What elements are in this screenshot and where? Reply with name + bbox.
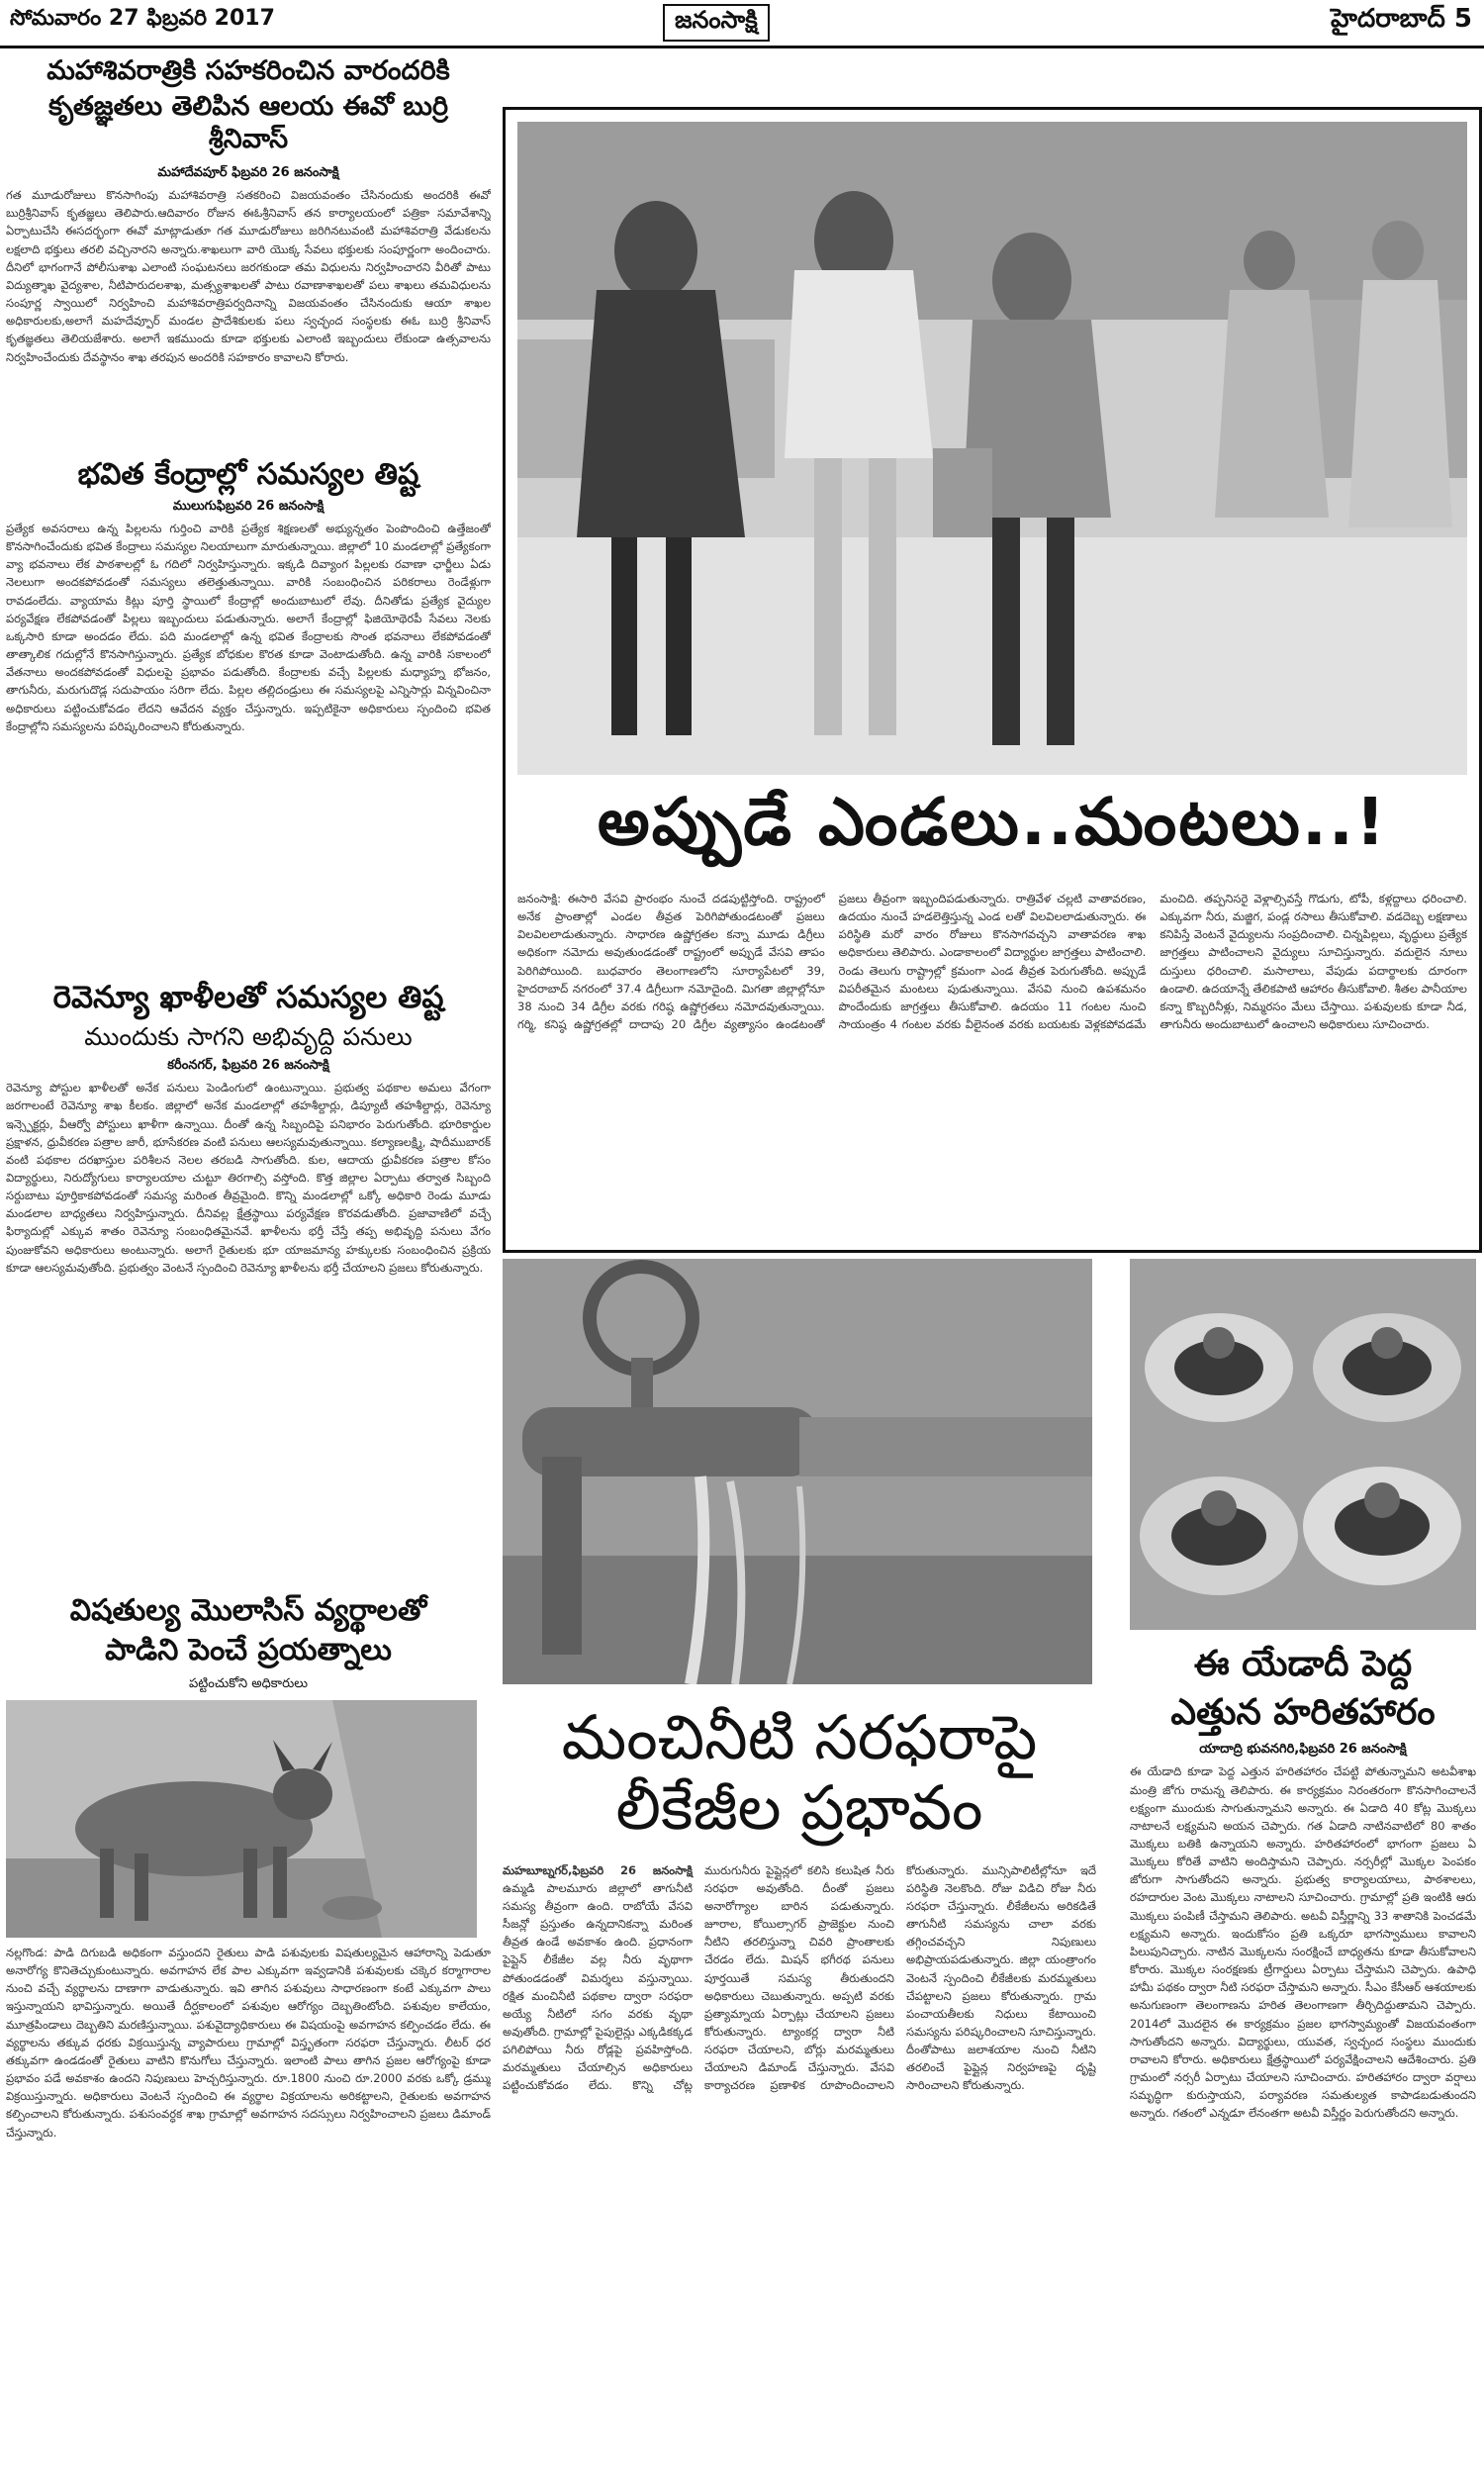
page-header [0,0,1484,48]
leaking-tap-photo [503,1259,1092,1684]
women-in-heat-photo [517,122,1467,775]
story-body: ప్రత్యేక అవసరాలు ఉన్న పిల్లలను గుర్తించి వారికి ప్రత్యేక శిక్షణలతో అభ్యున్నతం పెంపొందించి ఉత్తేజంతో కొనసాగించేందుకు భవిత కేంద్రాలు సమస్యల నిలయాలుగా మారుతున్నాయి. జిల్లాలో 10 మండలాల్లో ప్రత్యేకంగా వ్యా భవనాలు లేక పాఠశాలల్లో ఓ గదిలో నిర్వహిస్తున్నారు. ఇక్కడి దివ్యాంగ పిల్లలకు రవాణా ఛార్జీలు ఏడు నెలలుగా అందకపోవడంతో సమస్యలు తలెత్తుతున్నాయి. వారికి సంబంధించిన పరికరాలు రెండేళ్లుగా రావడంలేదు. వ్యాయామ కిట్లు పూర్తి స్థాయిలో కేంద్రాల్లో అందుబాటులో లేవు. దీనితోడు ప్రత్యేక వైద్యుల పర్యవేక్షణ లేకపోవడంతో పిల్లలు ఇబ్బందులు పడుతున్నారు. అలాగే కేంద్రాల్లో ఫిజియోథెరపీ సేవలు నెలకు ఒక్కసారి కూడా అందడం లేదు. పది మండలాల్లో ఉన్న భవిత కేంద్రాలకు సొంత భవనాలు లేకపోవడంతో తాత్కాలిక గదుల్లోనే కొనసాగిస్తున్నారు. ప్రత్యేక బోధకుల కొరత కూడా వెంటాడుతోంది. ఉన్న వారికి సకాలంలో వేతనాలు అందకపోవడంతో విధులపై ప్రభావం పడుతోంది. కేంద్రాలకు వచ్చే పిల్లలకు మధ్యాహ్న భోజనం, తాగునీరు, మరుగుదొడ్ల సదుపాయం సరిగా లేదు. పిల్లల తల్లిదండ్రులు ఈ సమస్యలపై ఎన్నిసార్లు విన్నవించినా అధికారులు పట్టించుకోవడం లేదని ఆవేదన వ్యక్తం చేస్తున్నారు. ఇప్పటికైనా అధికారులు స్పందించి భవిత కేంద్రాల్లోని సమస్యలను పరిష్కరించాలని కోరుతున్నారు. [6,522,491,733]
dateline: కరీంనగర్, ఫిబ్రవరి 26 జనంసాక్షి [167,1058,329,1074]
newspaper-logo: జనంసాక్షి [663,4,770,42]
story-kicker: పట్టించుకోని అధికారులు [189,1676,308,1691]
story-body: గత మూడురోజులు కొనసాగింపు మహాశివరాత్రి సతకరించి విజయవంతం చేసినందుకు అందరికి ఈవో బుర్రిశ్రీనివాస్ కృతజ్ఞలు తెలిపారు.ఆదివారం రోజున ఈఓశ్రీనివాస్ తన కార్యాలయంలో పత్రికా సమావేశాన్ని ఏర్పాటుచేసి ఈసదర్భంగా ఈవో మాట్లాడుతూ గత మూడురోజులు జరిగినటువంటి మహాశివరాత్రి వేడుకలను లక్షలాది భక్తులు తరలి వచ్చినారని అన్నారు.శాఖలుగా వారి యొక్క సేవలు భక్తులకు సంపూర్ణంగా అందించారు. దీనిలో భాగంగానే పోలీసుశాఖ ఎలాంటి సంఘటనలు జరగకుండా తమ విధులను నిర్వహించారని వీరితో పాటు విద్యుత్శాఖ వైద్యశాల, నీటిపారుదలశాఖ, మత్స్యశాఖలతో పాటు రవాణాశాఖలతో పలు శాఖలు తమవిధులను సంపూర్ణ స్వాయిలో నిర్వహించి మహాశివరాత్రిపర్వదినాన్ని విజయవంతం చేసినందుకు ఆయా శాఖల అధికారులకు,అలాగే మహదేవ్పూర్ మండల ప్రాదేశికులకు పలు స్వచ్ఛంద సంస్థలకు ఈఓ బుర్రి శ్రీనివాస్ కృతజ్ఞతలు తెలియజేశారు. అలాగే ఇకముందు కూడా భక్తులకు ఎలాంటి ఇబ్బందులు లేకుండా ఉత్సవాలను నిర్వహించేందుకు దేవస్థానం శాఖ తరపున అందరికి సహకారం కావాలని కోరారు. [6,188,491,364]
story-headline: పాడిని పెంచే ప్రయత్నాలు [105,1633,392,1667]
dateline: మహాదేవపూర్ ఫిబ్రవరి 26 జనంసాక్షి [157,165,339,181]
cow-photo [6,1700,477,1938]
story-headline: ఈ యేడాదీ పెద్ద [1193,1644,1413,1684]
dateline: ములుగుఫిబ్రవరి 26 జనంసాక్షి [172,499,325,514]
plant-saplings-photo [1130,1259,1476,1630]
story-body: రెవెన్యూ పోస్టుల ఖాళీలతో అనేక పనులు పెండింగులో ఉంటున్నాయి. ప్రభుత్వ పథకాల అమలు వేగంగా జరగాలంటే రెవెన్యూ శాఖ కీలకం. జిల్లాలో అనేక మండలాల్లో తహశీల్దార్లు, డిప్యూటీ తహశీల్దార్లు, రెవెన్యూ ఇన్స్పెక్టర్లు, వీఆర్వో పోస్టులు ఖాళీగా ఉన్నాయి. దీంతో ఉన్న సిబ్బందిపై పనిభారం పెరుగుతోంది. భూరికార్డుల ప్రక్షాళన, ధ్రువీకరణ పత్రాల జారీ, భూసేకరణ వంటి పనులు ఆలస్యమవుతున్నాయి. కల్యాణలక్ష్మి, షాదీముబారక్ వంటి పథకాల దరఖాస్తుల పరిశీలన నెలల తరబడి సాగుతోంది. కుల, ఆదాయ ధ్రువీకరణ పత్రాల కోసం విద్యార్థులు, నిరుద్యోగులు కార్యాలయాల చుట్టూ తిరగాల్సి వస్తోంది. కొత్త జిల్లాల ఏర్పాటు తర్వాత సిబ్బంది సర్దుబాటు పూర్తికాకపోవడంతో సమస్య మరింత తీవ్రమైంది. కొన్ని మండలాల్లో ఒక్కో అధికారి రెండు మూడు మండలాల బాధ్యతలు నిర్వహిస్తున్నారు. దీనివల్ల క్షేత్రస్థాయి పర్యవేక్షణ కొరవడుతోంది. ప్రజావాణిలో వచ్చే ఫిర్యాదుల్లో ఎక్కువ శాతం రెవెన్యూ సంబంధితమైనవే. ఖాళీలను భర్తీ చేస్తే తప్ప అభివృద్ది పనులు వేగం పుంజుకోవని అధికారులు అంటున్నారు. అలాగే రైతులకు భూ యాజమాన్య హక్కులకు సంబంధించిన ప్రక్రియ కూడా ఆలస్యమవుతోంది. ప్రభుత్వం వెంటనే స్పందించి రెవెన్యూ ఖాళీలను భర్తీ చేయాలని ప్రజలు కోరుతున్నారు. [6,1081,491,1275]
story-body: నల్లగొండ: పాడి దిగుబడి అధికంగా వస్తుందని రైతులు పాడి పశువులకు విషతుల్యమైన ఆహారాన్ని పెడుతూ అనారోగ్య కొనితెచ్చుకుంటున్నారు. అవగాహన లేక పాల ఎక్కువగా ఇవ్వడానికి పశువులకు చక్కెర కర్మాగారాల నుంచి వచ్చే వ్యర్థాలను దాణాగా వాడుతున్నారు. ఇవి తాగిన పశువులు సాధారణంగా కంటే ఎక్కువగా పాలు ఇస్తున్నాయని భావిస్తున్నారు. అయితే దీర్ఘకాలంలో పశువుల ఆరోగ్యం దెబ్బతింటోంది. పశువుల కాలేయం, మూత్రపిండాలు దెబ్బతిని మరణిస్తున్నాయి. పశువైద్యాధికారులు ఈ విషయంపై అవగాహన కల్పించడం లేదు. ఈ వ్యర్థాలను తక్కువ ధరకు విక్రయిస్తున్న వ్యాపారులు గ్రామాల్లో విస్తృతంగా సరఫరా చేస్తున్నారు. లీటర్ ధర తక్కువగా ఉండడంతో రైతులు వాటిని కొనుగోలు చేస్తున్నారు. ఇలాంటి పాలు తాగిన ప్రజల ఆరోగ్యంపై కూడా ప్రభావం పడే అవకాశం ఉందని నిపుణులు హెచ్చరిస్తున్నారు. రూ.1800 నుంచి రూ.2000 వరకు ఒక్కో డ్రమ్ము విక్రయిస్తున్నారు. అధికారులు వెంటనే స్పందించి ఈ వ్యర్థాల విక్రయాలను అరికట్టాలని, రైతులకు అవగాహన కల్పించాలని కోరుతున్నారు. పశుసంవర్ధక శాఖ గ్రామాల్లో అవగాహన సదస్సులు నిర్వహించాలని ప్రజలు డిమాండ్ చేస్తున్నారు. [6,1946,491,2140]
story-headline: మంచినీటి సరఫరాపై [561,1701,1038,1773]
story-headline: భవిత కేంద్రాల్లో సమస్యల తిష్ట [77,457,419,492]
story-water-leakages [503,1702,1096,2469]
story-body: ఈ యేడాది కూడా పెద్ద ఎత్తున హరితహారం చేపట్టి పోతున్నామని అటవీశాఖ మంత్రి జోగు రామన్న తెలిపారు. ఈ కార్యక్రమం నిరంతరంగా కొనసాగించాలనే లక్ష్యంగా ముందుకు సాగుతున్నామని అన్నారు. ఈ ఏడాది 40 కోట్ల మొక్కలు నాటాలనే లక్ష్యమని అయన చెప్పారు. గత ఏడాది నాటినవాటిలో 80 శాతం మొక్కలు బతికి ఉన్నాయని అన్నారు. హరితహారంలో భాగంగా ప్రజలు ఏ మొక్కలు కోరితే వాటిని అందిస్తామని చెప్పారు. నర్సరీల్లో మొక్కల పెంపకం జోరుగా సాగుతోందని అన్నారు. ప్రభుత్వ కార్యాలయాలు, పాఠశాలలు, రహదారుల వెంట మొక్కలు నాటాలని సూచించారు. గ్రామాల్లో ప్రతి ఇంటికి ఆరు మొక్కలు పంపిణీ చేస్తామని తెలిపారు. అటవీ విస్తీర్ణాన్ని 33 శాతానికి పెంచడమే లక్ష్యమని అన్నారు. ఇందుకోసం ప్రతి ఒక్కరూ భాగస్వాములు కావాలని పిలుపునిచ్చారు. నాటిన మొక్కలను సంరక్షించే బాధ్యతను కూడా తీసుకోవాలని కోరారు. మొక్కల సంరక్షణకు ట్రీగార్డులు ఏర్పాటు చేస్తామని చెప్పారు. ఉపాధి హామీ పథకం ద్వారా నీటి సరఫరా చేస్తామని అన్నారు. సీఎం కేసీఆర్ ఆశయాలకు అనుగుణంగా తెలంగాణను హరిత తెలంగాణగా తీర్చిదిద్దుతామని చెప్పారు. 2014లో మొదలైన ఈ కార్యక్రమం ప్రజల భాగస్వామ్యంతో విజయవంతంగా సాగుతోందని అన్నారు. విద్యార్థులు, యువత, స్వచ్ఛంద సంస్థలు ముందుకు రావాలని కోరారు. అధికారులు క్షేత్రస్థాయిలో పర్యవేక్షించాలని ఆదేశించారు. ప్రతి గ్రామంలో నర్సరీ ఏర్పాటు చేయాలని సూచించారు. హరితహారం ద్వారా వర్షాలు సమృద్ధిగా కురుస్తాయని, పర్యావరణ సమతుల్యత కాపాడబడుతుందని అన్నారు. గతంలో ఎన్నడూ లేనంతగా అటవీ విస్తీర్ణం పెరుగుతోందని అన్నారు. [1130,1764,1476,2121]
story-headline: లీకేజీల ప్రభావం [615,1771,983,1845]
story-headline: విషతుల్య మొలాసిస్ వ్యర్థాలతో [69,1593,427,1628]
feature-body: జనంసాక్షి: ఈసారి వేసవి ప్రారంభం నుంచే దడపుట్టిస్తోంది. రాష్ట్రంలో అనేక ప్రాంతాల్లో ఎండల తీవ్రత పెరిగిపోతుండటంతో ప్రజలు విలవిలలాడుతున్నారు. సాధారణ ఉష్ణోగ్రతల కన్నా మూడు డిగ్రీలు అధికంగా నమోదు అవుతుండడంతో రాష్ట్రంలో అప్పుడే వేసవి తాపం పెరిగిపోయింది. బుధవారం తెలంగాణలోని సూర్యాపేటలో 39, హైదరాబాద్ నగరంలో 37.4 డిగ్రీలుగా నమోదైంది. మిగతా జిల్లాల్లోనూ 38 నుంచి 34 డిగ్రీల వరకు గరిష్ఠ ఉష్ణోగ్రతలు నమోదవుతున్నాయి. గర్మి, కనిష్ఠ ఉష్ణోగ్రతల్లో దాదాపు 20 డిగ్రీల వ్యత్యాసం ఉండటంతో ప్రజలు తీవ్రంగా ఇబ్బందిపడుతున్నారు. రాత్రివేళ చల్లటి వాతావరణం, ఉదయం నుంచే హడలెత్తిస్తున్న ఎండ లతో విలవిలలాడుతున్నారు. ఈ పరిస్థితి మరో వారం రోజులు కొనసాగవచ్చని వాతావరణ శాఖ అధికారులు తెలిపారు. ఎండాకాలంలో విద్యార్థుల జాగ్రత్తలు పాటించాలి. రెండు తెలుగు రాష్ట్రాల్లో క్రమంగా ఎండ తీవ్రత పెరుగుతోంది. అప్పుడే విపరీతమైన మంటలు పుడుతున్నాయి. వేసవి నుంచి ఉపశమనం పొందేందుకు జాగ్రత్తలు తీసుకోవాలి. ఉదయం 11 గంటల నుంచి సాయంత్రం 4 గంటల వరకు వీలైనంత వరకు బయటకు వెళ్లకపోవడమే మంచిది. తప్పనిసరై వెళ్లాల్సివస్తే గొడుగు, టోపీ, కళ్లద్దాలు ధరించాలి. ఎక్కువగా నీరు, మజ్జిగ, పండ్ల రసాలు తీసుకోవాలి. వడదెబ్బ లక్షణాలు కనిపిస్తే వెంటనే వైద్యులను సంప్రదించాలి. చిన్నపిల్లలు, వృద్ధులు ప్రత్యేక జాగ్రత్తలు పాటించాలని వైద్యులు సూచిస్తున్నారు. వదులైన నూలు దుస్తులు ధరించాలి. మసాలాలు, వేపుడు పదార్థాలకు దూరంగా ఉండాలి. ఉదయాన్నే తేలికపాటి ఆహారం తీసుకోవాలి. శీతల పానీయాల కన్నా కొబ్బరినీళ్లు, నిమ్మరసం మేలు చేస్తాయి. పశువులకు కూడా నీడ, తాగునీరు అందుబాటులో ఉంచాలని అధికారులు సూచించారు. [517,892,1467,1032]
story-haritha-haram [1130,1643,1476,2469]
story-molasses-waste [6,1593,491,2469]
story-headline: కృతజ్ఞతలు తెలిపిన ఆలయ ఈవో బుర్రి శ్రీనివాస్ [47,91,449,154]
city-page-number: హైదరాబాద్ 5 [1331,4,1472,34]
story-headline: మహాశివరాత్రికి సహకరించిన వారందరికి [46,55,450,86]
feature-summer-heat [503,107,1482,1253]
issue-date: సోమవారం 27 ఫిబ్రవరి 2017 [10,6,275,31]
story-body-text: ఉమ్మడి పాలమూరు జిల్లాలో తాగునీటి సమస్య తీవ్రంగా ఉంది. రాబోయే వేసవి సీజన్లో ప్రస్తుతం ఉన్నదానికన్నా మరింత తీవ్రత ఉండే అవకాశం ఉంది. ప్రధానంగా పైప్లైన్ లీకేజీల వల్ల నీరు వృథాగా పోతుండడంతో విమర్శలు వస్తున్నాయి. రక్షిత మంచినీటి పథకాల ద్వారా సరఫరా అయ్యే నీటిలో సగం వరకు వృథా అవుతోంది. గ్రామాల్లో పైపులైన్లు ఎక్కడికక్కడ పగిలిపోయి నీరు రోడ్లపై ప్రవహిస్తోంది. మరమ్మతులు చేయాల్సిన అధికారులు పట్టించుకోవడం లేదు. కొన్ని చోట్ల మురుగునీరు పైప్లైన్లలో కలిసి కలుషిత నీరు సరఫరా అవుతోంది. దీంతో ప్రజలు అనారోగ్యాల బారిన పడుతున్నారు. జూరాల, కోయిల్సాగర్ ప్రాజెక్టుల నుంచి నీటిని తరలిస్తున్నా చివరి ప్రాంతాలకు చేరడం లేదు. మిషన్ భగీరథ పనులు పూర్తయితే సమస్య తీరుతుందని అధికారులు చెబుతున్నారు. అప్పటి వరకు ప్రత్యామ్నాయ ఏర్పాట్లు చేయాలని ప్రజలు కోరుతున్నారు. ట్యాంకర్ల ద్వారా నీటి సరఫరా చేయాలని, బోర్లు మరమ్మతులు చేయాలని డిమాండ్ చేస్తున్నారు. వేసవి కార్యాచరణ ప్రణాళిక రూపొందించాలని కోరుతున్నారు. మున్సిపాలిటీల్లోనూ ఇదే పరిస్థితి నెలకొంది. రోజు విడిచి రోజు నీరు సరఫరా చేస్తున్నారు. లీకేజీలను అరికడితే తాగునీటి సమస్యను చాలా వరకు తగ్గించవచ్చని నిపుణులు అభిప్రాయపడుతున్నారు. జిల్లా యంత్రాంగం వెంటనే స్పందించి లీకేజీలకు మరమ్మతులు చేపట్టాలని ప్రజలు కోరుతున్నారు. గ్రామ పంచాయతీలకు నిధులు కేటాయించి సమస్యను పరిష్కరించాలని సూచిస్తున్నారు. దీంతోపాటు జలాశయాల నుంచి నీటిని తరలించే పైప్లైన్ల నిర్వహణపై దృష్టి సారించాలని కోరుతున్నారు. [503,1862,1096,2093]
story-revenue-vacancies [6,980,491,1564]
story-headline: రెవెన్యూ ఖాళీలతో సమస్యల తిష్ట [52,980,444,1015]
story-temple-thanks [6,55,491,453]
dateline: మహబూబ్నగర్,ఫిబ్రవరి 26 జనంసాక్షి [503,1862,693,1877]
story-subheadline: ముందుకు సాగని అభివృద్ది పనులు [84,1022,413,1052]
story-body [503,1861,1096,2435]
dateline: యాదాద్రి భువనగిరి,ఫిబ్రవరి 26 జనంసాక్షి [1199,1742,1407,1758]
story-bhavitha-centres [6,457,491,962]
feature-headline: అప్పుడే ఎండలు..మంటలు..! [597,784,1388,860]
story-headline: ఎత్తున హరితహారం [1170,1692,1436,1734]
